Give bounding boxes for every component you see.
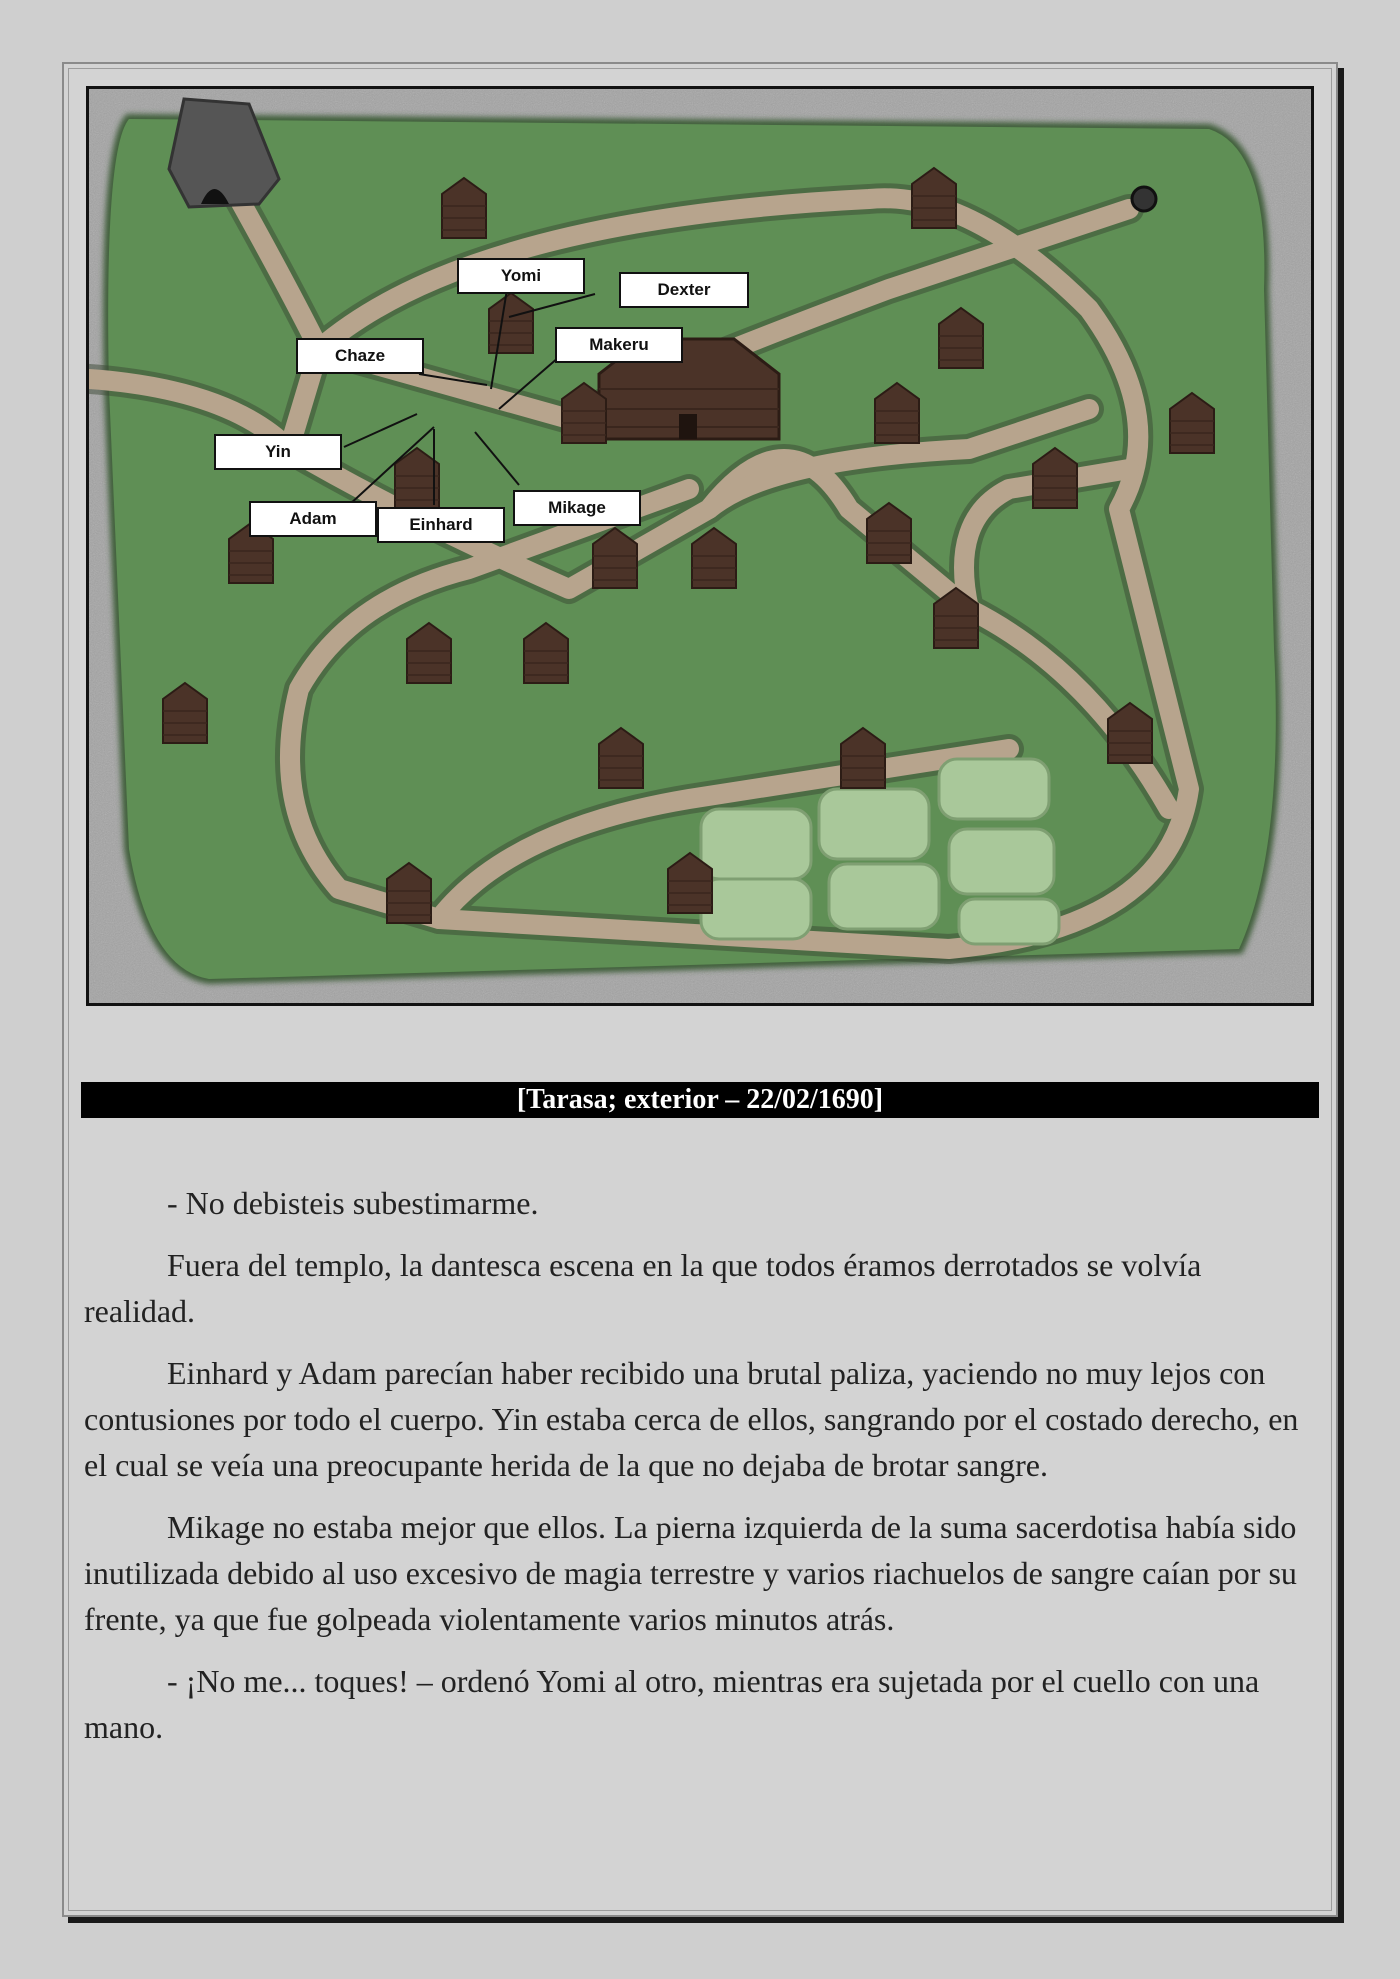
paragraph: - No debisteis subestimarme. [167,1185,539,1221]
map-label-dexter: Dexter [619,272,749,308]
paragraph: Einhard y Adam parecían haber recibido una brutal paliza, yaciendo no muy lejos con contusiones por todo el cuerpo. Yin estaba cerca de ellos, sangrando por el costado derecho, en el cual se veía una preocupante herida de la que no dejaba de brotar sangre. [84,1355,1299,1483]
paragraph: - ¡No me... toques! – ordenó Yomi al otro, mientras era sujetada por el cuello con una mano. [84,1663,1260,1745]
paragraph: Fuera del templo, la dantesca escena en la que todos éramos derrotados se volvía realidad. [84,1247,1202,1329]
story-text [84,1180,1314,1766]
map-label-yomi: Yomi [457,258,585,294]
village-map-image [89,89,1311,1003]
map-label-mikage: Mikage [513,490,641,526]
map-label-einhard: Einhard [377,507,505,543]
map-label-chaze: Chaze [296,338,424,374]
well [1132,187,1156,211]
map-label-makeru: Makeru [555,327,683,363]
paragraph: Mikage no estaba mejor que ellos. La pierna izquierda de la suma sacerdotisa había sido inutilizada debido al uso excesivo de magia terrestre y varios riachuelos de sangre caían por su frente, ya que fue golpeada violentamente varios minutos atrás. [84,1509,1297,1637]
village-map [86,86,1314,1006]
map-label-yin: Yin [214,434,342,470]
scene-header-banner: [Tarasa; exterior – 22/02/1690] [81,1082,1319,1118]
map-label-adam: Adam [249,501,377,537]
